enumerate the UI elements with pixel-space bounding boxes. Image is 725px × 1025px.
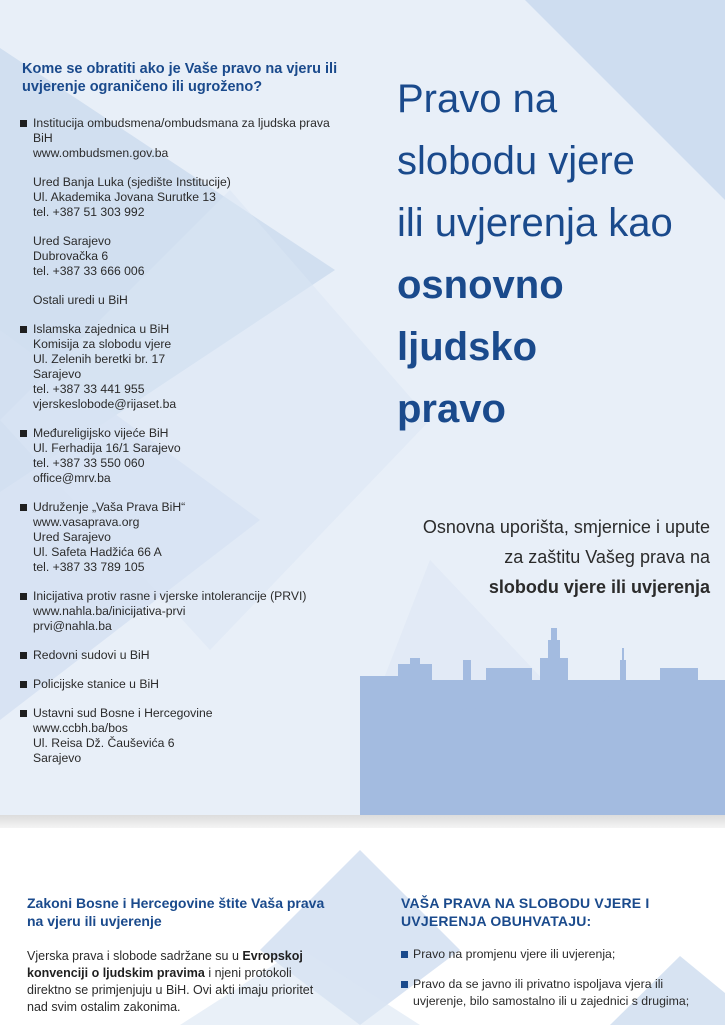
bullet-icon bbox=[20, 593, 27, 600]
laws-text bbox=[27, 948, 327, 1016]
contact-email[interactable]: vjerskeslobode@rijaset.ba bbox=[33, 397, 177, 411]
title-line-bold: osnovno bbox=[397, 263, 564, 307]
office-block bbox=[33, 175, 342, 220]
laws-section bbox=[27, 894, 327, 1016]
office-block bbox=[33, 234, 342, 279]
contact-line: Ustavni sud Bosne i Hercegovine bbox=[33, 706, 213, 720]
bullet-icon bbox=[20, 681, 27, 688]
page-title bbox=[397, 68, 717, 440]
title-line: Pravo na bbox=[397, 77, 558, 121]
contact-phone: tel. +387 33 789 105 bbox=[33, 560, 145, 574]
contact-line: Ul. Zelenih beretki br. 17 bbox=[33, 352, 166, 366]
subtitle-line: za zaštitu Vašeg prava na bbox=[504, 547, 710, 567]
subtitle bbox=[380, 512, 710, 602]
subtitle-line-bold: slobodu vjere ili uvjerenja bbox=[488, 577, 710, 597]
contact-line: Dubrovačka 6 bbox=[33, 249, 109, 263]
laws-text-start: Vjerska prava i slobode sadržane su u bbox=[27, 949, 243, 963]
rights-section bbox=[401, 894, 701, 1023]
bullet-icon bbox=[401, 951, 408, 958]
contact-line: Policijske stanice u BiH bbox=[33, 677, 159, 691]
contact-line: Udruženje „Vaša Prava BiH“ bbox=[33, 500, 186, 514]
contact-line: Sarajevo bbox=[33, 367, 82, 381]
contact-line: Ul. Reisa Dž. Čauševića 6 bbox=[33, 736, 175, 750]
list-item bbox=[22, 706, 342, 766]
list-item bbox=[401, 976, 701, 1010]
bullet-icon bbox=[20, 710, 27, 717]
contact-link[interactable]: www.ombudsmen.gov.ba bbox=[33, 146, 169, 160]
list-item bbox=[22, 116, 342, 308]
inner-panel bbox=[0, 828, 725, 1025]
contact-line: Ured Banja Luka (sjedište Institucije) bbox=[33, 175, 231, 189]
contact-line: Ul. Akademika Jovana Surutke 13 bbox=[33, 190, 216, 204]
title-line-bold: ljudsko bbox=[397, 325, 538, 369]
contact-phone: tel. +387 33 441 955 bbox=[33, 382, 145, 396]
laws-text-end: i njeni protokoli direktno se primjenjuju u BiH. Ovi akti imaju prioritet nad svim ostalim zakonima. bbox=[27, 966, 314, 1014]
contact-line: Ured Sarajevo bbox=[33, 530, 111, 544]
list-item bbox=[22, 677, 342, 692]
title-line: slobodu vjere bbox=[397, 139, 635, 183]
contacts-column bbox=[22, 60, 342, 780]
contact-email[interactable]: office@mrv.ba bbox=[33, 471, 111, 485]
list-item bbox=[401, 946, 701, 963]
page-divider bbox=[0, 815, 725, 828]
contact-email[interactable]: prvi@nahla.ba bbox=[33, 619, 112, 633]
contact-line: Redovni sudovi u BiH bbox=[33, 648, 150, 662]
rights-item-text: Pravo da se javno ili privatno ispoljava vjera ili uvjerenje, bilo samostalno ili u zajednici s drugima; bbox=[413, 977, 690, 1008]
bullet-icon bbox=[20, 430, 27, 437]
title-line-bold: pravo bbox=[397, 387, 506, 431]
laws-text-bold: Evropskoj konvenciji o ljudskim pravima bbox=[27, 949, 303, 980]
contact-phone: tel. +387 33 666 006 bbox=[33, 264, 145, 278]
contact-phone: tel. +387 51 303 992 bbox=[33, 205, 145, 219]
bullet-icon bbox=[20, 652, 27, 659]
list-item bbox=[22, 648, 342, 663]
contact-line: Sarajevo bbox=[33, 751, 82, 765]
title-line: ili uvjerenja kao bbox=[397, 201, 673, 245]
contact-link[interactable]: www.ccbh.ba/bos bbox=[33, 721, 128, 735]
bullet-icon bbox=[401, 981, 408, 988]
contact-link[interactable]: www.nahla.ba/inicijativa-prvi bbox=[33, 604, 186, 618]
rights-list bbox=[401, 946, 701, 1010]
contacts-list bbox=[22, 116, 342, 766]
contact-line: Inicijativa protiv rasne i vjerske intolerancije (PRVI) bbox=[33, 589, 307, 603]
list-item bbox=[22, 322, 342, 412]
subtitle-line: Osnovna uporišta, smjernice i upute bbox=[422, 517, 710, 537]
list-item bbox=[22, 589, 342, 634]
contact-line: Ul. Safeta Hadžića 66 A bbox=[33, 545, 162, 559]
contact-phone: tel. +387 33 550 060 bbox=[33, 456, 145, 470]
list-item bbox=[22, 426, 342, 486]
laws-heading: Zakoni Bosne i Hercegovine štite Vaša prava na vjeru ili uvjerenje bbox=[27, 895, 325, 929]
contact-line: Ul. Ferhadija 16/1 Sarajevo bbox=[33, 441, 181, 455]
list-item bbox=[22, 500, 342, 575]
contacts-heading: Kome se obratiti ako je Vaše pravo na vjeru ili uvjerenje ograničeno ili ugroženo? bbox=[22, 61, 338, 95]
office-block bbox=[33, 293, 342, 308]
rights-heading: VAŠA PRAVA NA SLOBODU VJERE I UVJERENJA OBUHVATAJU: bbox=[401, 895, 650, 929]
bullet-icon bbox=[20, 504, 27, 511]
contact-line: Komisija za slobodu vjere bbox=[33, 337, 172, 351]
contact-line: Institucija ombudsmena/ombudsmana za ljudska prava BiH bbox=[33, 116, 330, 145]
contact-line: Međureligijsko vijeće BiH bbox=[33, 426, 169, 440]
contact-line: Ured Sarajevo bbox=[33, 234, 111, 248]
contact-link[interactable]: www.vasaprava.org bbox=[33, 515, 140, 529]
bullet-icon bbox=[20, 326, 27, 333]
rights-item-text: Pravo na promjenu vjere ili uvjerenja; bbox=[413, 947, 616, 961]
bullet-icon bbox=[20, 120, 27, 127]
contact-line: Islamska zajednica u BiH bbox=[33, 322, 170, 336]
contact-line: Ostali uredi u BiH bbox=[33, 293, 128, 307]
